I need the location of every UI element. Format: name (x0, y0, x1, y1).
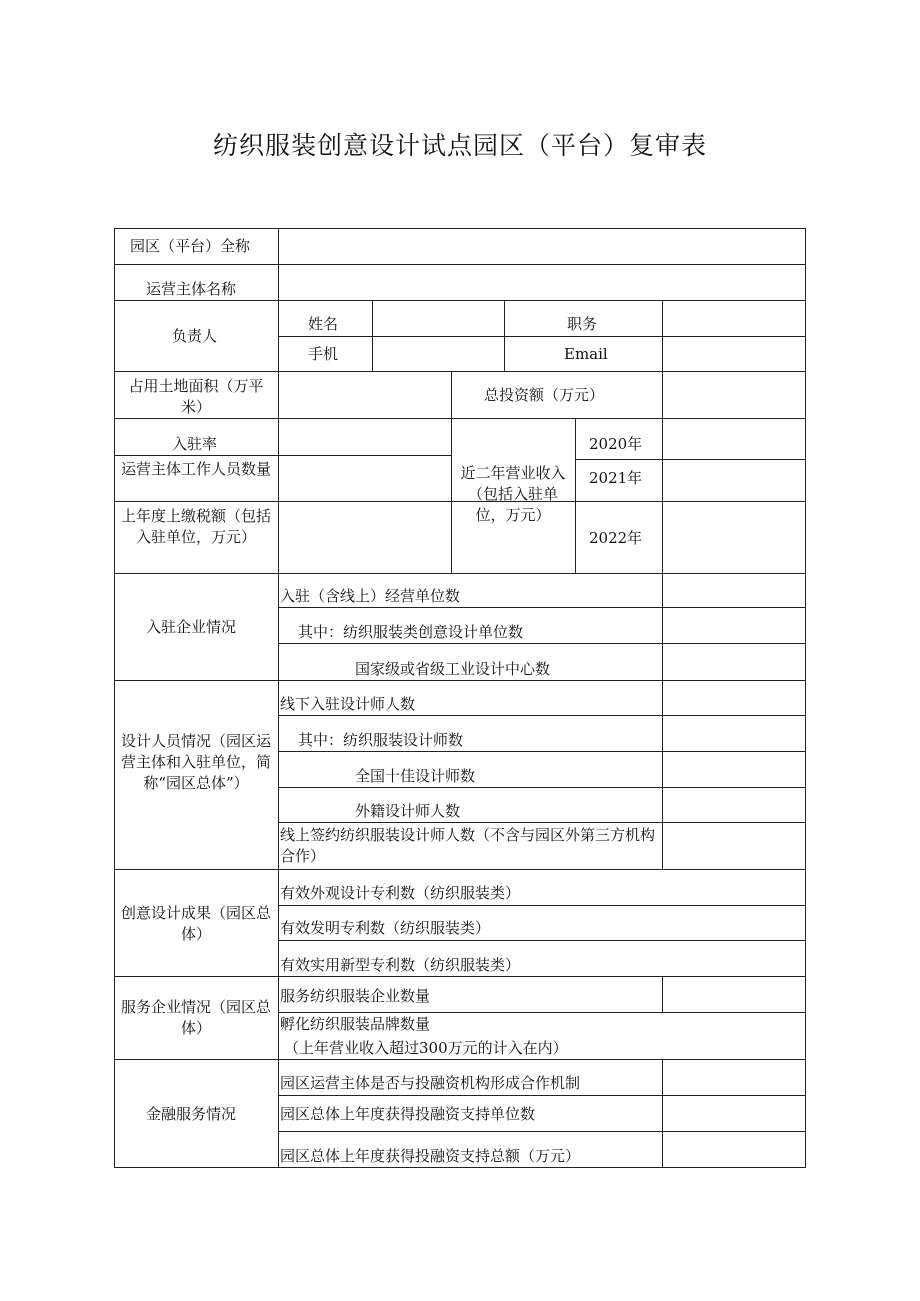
designers-row: 线下入驻设计师人数 (280, 695, 416, 713)
mobile-input[interactable] (373, 337, 504, 371)
finance-row: 园区总体上年度获得投融资支持单位数 (280, 1105, 536, 1123)
name-label: 姓名 (308, 315, 339, 333)
name-input[interactable] (373, 301, 504, 336)
total-investment-label: 总投资额（万元） (484, 386, 605, 404)
enterprises-row: 其中：纺织服装类创意设计单位数 (298, 623, 524, 641)
achievements-row: 有效发明专利数（纺织服装类） (280, 919, 491, 937)
designers-row: 全国十佳设计师数 (355, 767, 476, 785)
finance-row: 园区运营主体是否与投融资机构形成合作机制 (280, 1074, 581, 1092)
enterprises-row: 入驻（含线上）经营单位数 (280, 587, 461, 605)
designers-row: 外籍设计师人数 (355, 802, 461, 820)
enterprises-row: 国家级或省级工业设计中心数 (355, 660, 551, 678)
designers-row: 线上签约纺织服装设计师人数（不含与园区外第三方机构合作） (280, 826, 656, 865)
page-title: 纺织服装创意设计试点园区（平台）复审表 (212, 131, 707, 160)
finance-section-label: 金融服务情况 (146, 1105, 237, 1123)
services-row: 服务纺织服装企业数量 (280, 987, 431, 1005)
park-name-input[interactable] (279, 229, 805, 264)
year-2020-label: 2020年 (589, 435, 643, 453)
staff-count-label: 运营主体工作人员数量 (120, 460, 271, 478)
land-area-label: 占用土地面积（万平米） (128, 377, 264, 416)
services-row: （上年营业收入超过300万元的计入在内） (284, 1039, 568, 1057)
revenue-two-years-label: 近二年营业收入（包括入驻单位，万元） (460, 464, 566, 524)
operator-name-label: 运营主体名称 (146, 280, 237, 298)
year-2022-label: 2022年 (589, 529, 643, 547)
email-label: Email (564, 345, 608, 363)
occupancy-rate-label: 入驻率 (172, 435, 218, 453)
achievements-row: 有效实用新型专利数（纺织服装类） (280, 956, 521, 974)
mobile-label: 手机 (308, 345, 339, 363)
operator-name-input[interactable] (279, 265, 805, 300)
achievements-row: 有效外观设计专利数（纺织服装类） (280, 884, 521, 902)
enterprises-section-label: 入驻企业情况 (146, 618, 237, 636)
achievements-section-label: 创意设计成果（园区总体） (120, 904, 271, 943)
services-section-label: 服务企业情况（园区总体） (120, 998, 271, 1037)
designers-section-label: 设计人员情况（园区运营主体和入驻单位，简称“园区总体”） (120, 732, 271, 792)
finance-row: 园区总体上年度获得投融资支持总额（万元） (280, 1147, 581, 1165)
services-row: 孵化纺织服装品牌数量 (280, 1015, 431, 1033)
designers-row: 其中：纺织服装设计师数 (298, 731, 464, 749)
email-input[interactable] (663, 337, 805, 371)
position-input[interactable] (663, 301, 805, 336)
year-2021-label: 2021年 (589, 469, 643, 487)
position-label: 职务 (567, 315, 598, 333)
park-name-label: 园区（平台）全称 (130, 237, 251, 255)
tax-last-year-label: 上年度上缴税额（包括入驻单位，万元） (120, 507, 271, 546)
person-in-charge-label: 负责人 (172, 327, 218, 345)
